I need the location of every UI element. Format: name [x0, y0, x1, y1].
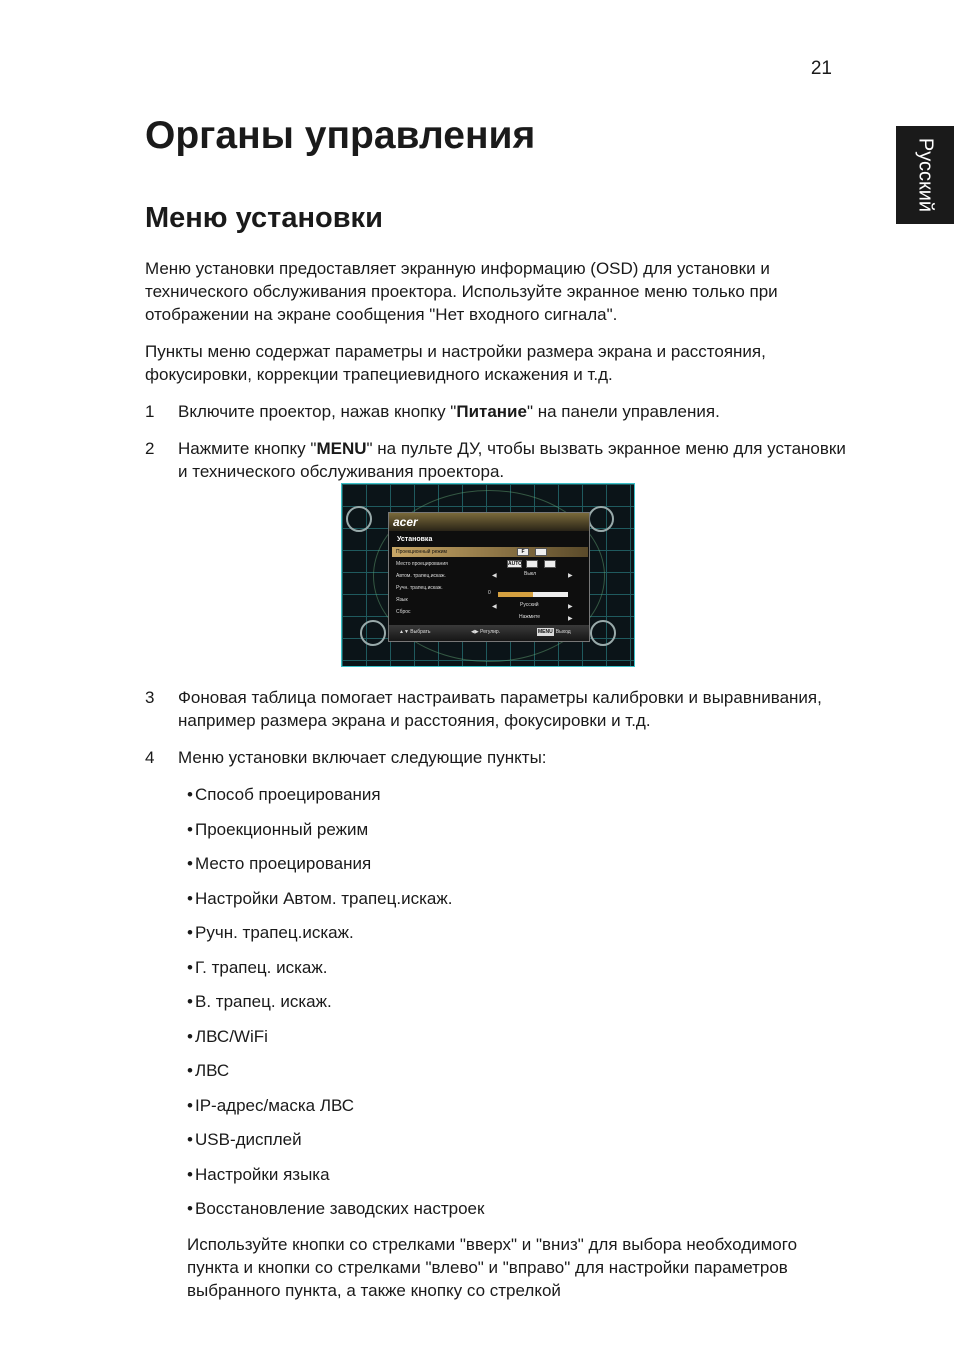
- bullet-icon: •: [187, 1061, 193, 1080]
- front-mode-icon[interactable]: F: [517, 548, 529, 556]
- step-number: 4: [145, 748, 155, 767]
- list-item: [187, 818, 368, 841]
- bullet-icon: •: [187, 854, 193, 873]
- menu-items-paragraph: Пункты меню содержат параметры и настройки размера экрана и расстояния, фокусировки, коррекции трапециевидного искажения и т.д.: [145, 342, 766, 384]
- language-tab-label: Русский: [914, 137, 937, 213]
- bullet-icon: •: [187, 1164, 193, 1184]
- list-item: [187, 783, 381, 806]
- bullet-icon: •: [187, 1130, 193, 1149]
- corner-ring: [590, 620, 616, 646]
- bullet-icon: •: [187, 888, 193, 908]
- step-number: 2: [145, 439, 155, 458]
- footer-exit: MENU Выход: [538, 629, 571, 635]
- step-text: Включите проектор, нажав кнопку "Питание" на панели управления.: [178, 402, 720, 421]
- osd-row-language[interactable]: Язык: [396, 597, 408, 603]
- step-text: Меню установки включает следующие пункты:: [178, 748, 547, 767]
- closing-paragraph: Используйте кнопки со стрелками "вверх" и "вниз" для выбора необходимого пункта и кнопки со стрелками "влево" и "вправо" для настройки параметров выбранного пункта, а также кнопку со стрелкой: [187, 1235, 798, 1300]
- ceiling-icon[interactable]: [544, 560, 556, 568]
- osd-menu: [388, 512, 590, 642]
- power-key-label: Питание: [456, 402, 527, 421]
- reset-value: Нажмите: [519, 614, 540, 620]
- list-item-text: Проекционный режим: [195, 819, 369, 839]
- page-number: 21: [810, 58, 832, 79]
- list-item: [187, 1059, 229, 1082]
- menu-key-icon: MENU: [538, 629, 553, 635]
- step-number: 3: [145, 688, 155, 707]
- bullet-icon: •: [187, 785, 193, 804]
- desktop-icon[interactable]: [526, 560, 538, 568]
- list-item: [187, 1163, 330, 1186]
- auto-keystone-value: Выкл: [524, 571, 537, 577]
- auto-icon[interactable]: AUTO: [508, 561, 523, 567]
- page-title: Органы управления: [145, 114, 536, 157]
- list-item: [187, 1128, 302, 1151]
- list-item: [187, 956, 327, 979]
- list-item-text: В. трапец. искаж.: [195, 992, 332, 1011]
- left-arrow-icon[interactable]: ◀: [492, 573, 497, 579]
- bullet-icon: •: [187, 992, 193, 1011]
- list-item: [187, 1025, 268, 1048]
- list-item-text: Настройки языка: [195, 1164, 330, 1184]
- step-text: Нажмите кнопку "MENU" на пульте ДУ, чтобы вызвать экранное меню для установки и технического обслуживания проектора.: [178, 439, 846, 481]
- right-arrow-icon[interactable]: ▶: [568, 573, 573, 579]
- list-item: [187, 1197, 484, 1220]
- list-item: [187, 887, 452, 910]
- left-right-arrow-icon: ◀▶: [471, 629, 479, 635]
- bullet-icon: •: [187, 1026, 193, 1046]
- osd-section-title: Установка: [397, 536, 433, 543]
- corner-ring: [360, 620, 386, 646]
- bullet-icon: •: [187, 1199, 193, 1218]
- left-arrow-icon[interactable]: ◀: [492, 604, 497, 610]
- list-item-text: ЛВС/WiFi: [195, 1026, 268, 1046]
- section-title: Меню установки: [145, 202, 383, 234]
- language-value: Русский: [520, 602, 539, 608]
- osd-menu-header: [389, 513, 589, 531]
- list-item-text: USB-дисплей: [195, 1130, 302, 1149]
- list-item-text: Ручн. трапец.искаж.: [195, 923, 354, 942]
- list-item-text: Г. трапец. искаж.: [195, 957, 328, 977]
- list-item: [187, 852, 371, 875]
- osd-figure: [341, 483, 635, 667]
- right-arrow-icon[interactable]: ▶: [568, 616, 573, 622]
- language-tab: [896, 126, 954, 224]
- bullet-icon: •: [187, 957, 193, 977]
- corner-ring: [588, 506, 614, 532]
- list-item: [187, 1094, 354, 1117]
- right-arrow-icon[interactable]: ▶: [568, 604, 573, 610]
- osd-row-reset[interactable]: Сброс: [396, 609, 411, 615]
- list-item: [187, 921, 354, 944]
- list-item-text: Настройки Автом. трапец.искаж.: [195, 888, 453, 908]
- list-item-text: ЛВС: [195, 1061, 230, 1080]
- manual-keystone-value: 0: [488, 590, 491, 596]
- step-number: 1: [145, 402, 155, 421]
- list-item-text: IP-адрес/маска ЛВС: [195, 1095, 355, 1115]
- bullet-icon: •: [187, 1095, 193, 1115]
- menu-key-label: MENU: [316, 439, 367, 458]
- up-down-arrow-icon: ▲▼: [399, 629, 409, 635]
- intro-paragraph: Меню установки предоставляет экранную информацию (OSD) для установки и технического обслуживания проектора. Используйте экранное меню только при отображении на экране сообщения "Нет входного сигнала".: [145, 259, 778, 324]
- bullet-icon: •: [187, 923, 193, 942]
- footer-select: ▲▼ Выбрать: [399, 629, 431, 635]
- step-text: Фоновая таблица помогает настраивать параметры калибровки и выравнивания, например размера экрана и расстояния, фокусировки и т.д.: [178, 688, 822, 730]
- corner-ring: [346, 506, 372, 532]
- list-item: [187, 990, 332, 1013]
- osd-row-projection-location[interactable]: Место проецирования: [396, 561, 448, 567]
- list-item-text: Восстановление заводских настроек: [195, 1199, 485, 1218]
- osd-row-projection-mode[interactable]: Проекционный режим: [392, 547, 588, 557]
- bullet-icon: •: [187, 819, 193, 839]
- list-item-text: Место проецирования: [195, 854, 372, 873]
- osd-row-auto-keystone[interactable]: Автом. трапец.искаж.: [396, 573, 446, 579]
- acer-logo: acer: [393, 515, 418, 529]
- rear-mode-icon[interactable]: [535, 548, 547, 556]
- osd-footer: [389, 625, 589, 641]
- osd-row-manual-keystone[interactable]: Ручн. трапец.искаж.: [396, 585, 443, 591]
- list-item-text: Способ проецирования: [195, 785, 381, 804]
- footer-adjust: ◀▶ Регулир.: [471, 629, 501, 635]
